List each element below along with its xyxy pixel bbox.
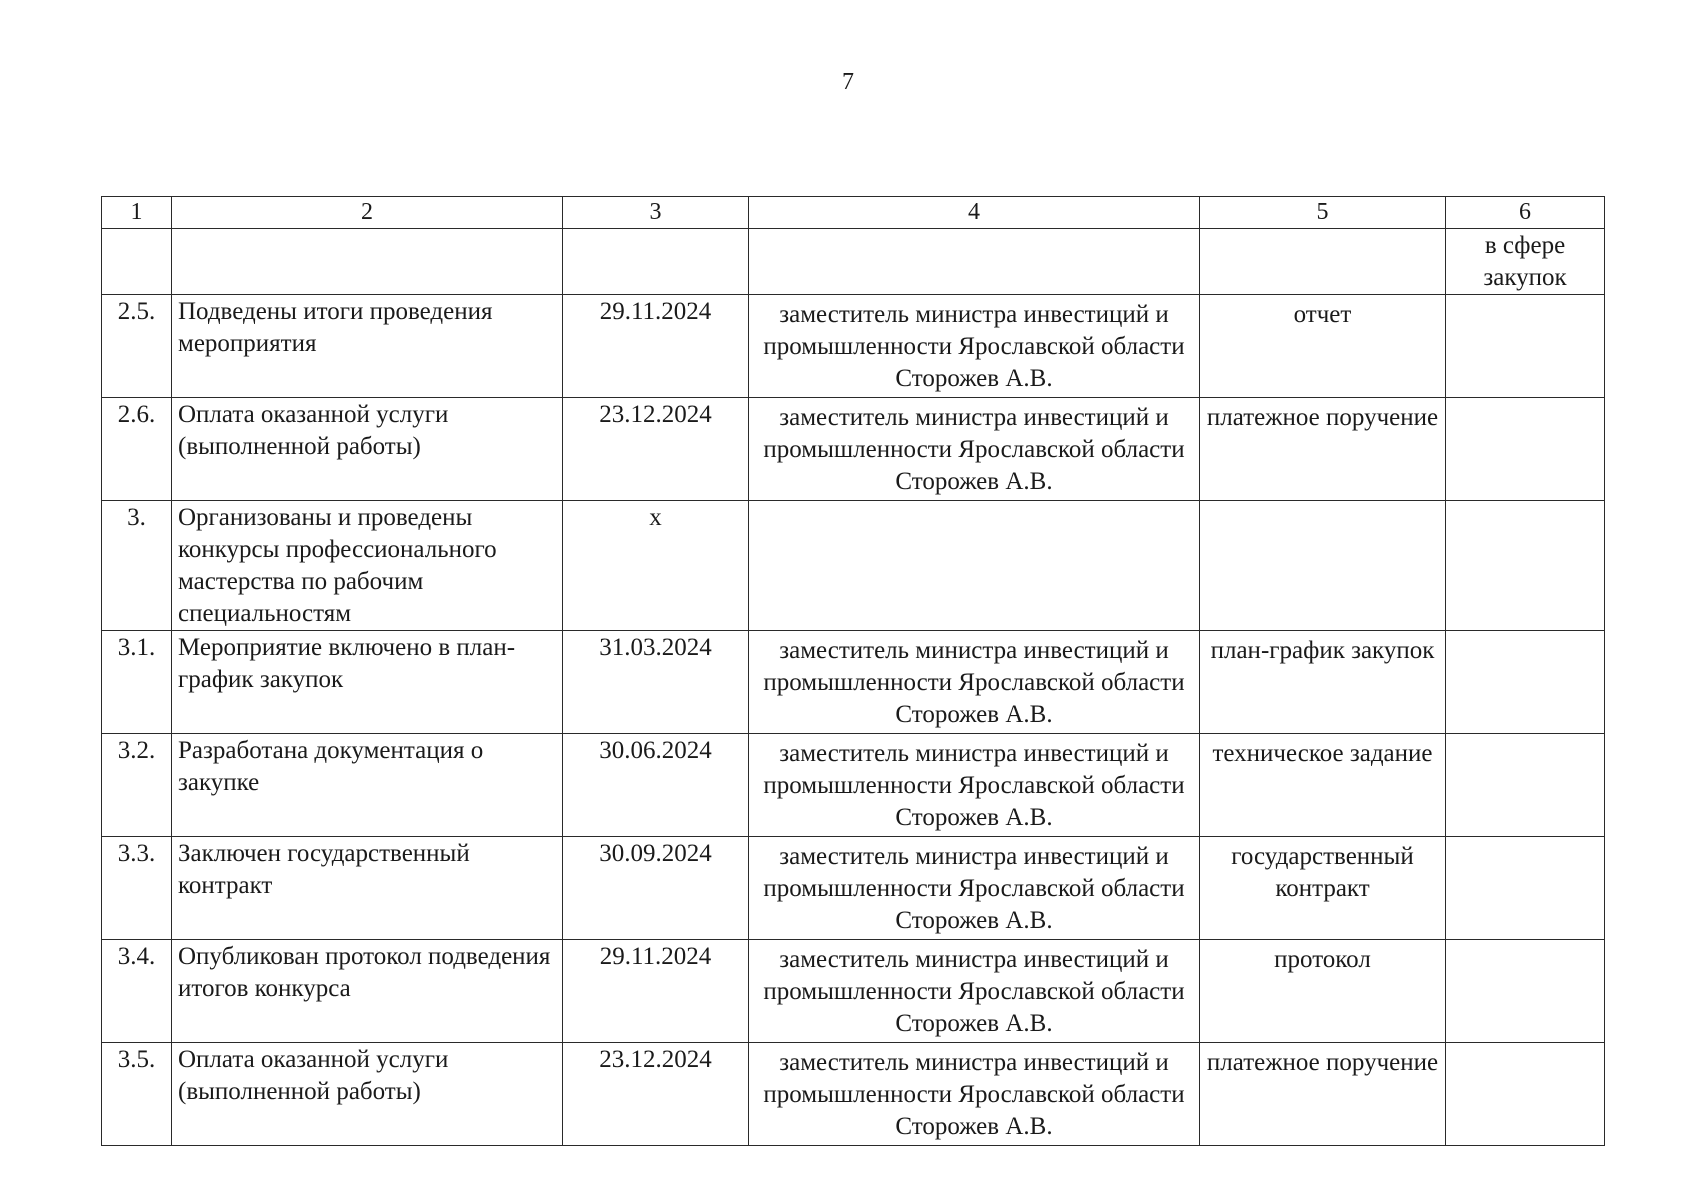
note-cell: в сфере закупок xyxy=(1446,229,1605,295)
deadline-date: 30.09.2024 xyxy=(563,837,749,940)
continuation-row xyxy=(102,229,1605,295)
table-row xyxy=(102,501,1605,631)
column-number: 4 xyxy=(749,197,1200,229)
result-document: план-график закупок xyxy=(1200,631,1446,734)
row-number: 3.4. xyxy=(102,940,172,1043)
note-cell xyxy=(1446,501,1605,631)
deadline-date: 29.11.2024 xyxy=(563,295,749,398)
responsible-person: заместитель министра инвестиций и промышленности Ярославской области Сторожев А.В. xyxy=(749,1043,1200,1146)
deadline-date: х xyxy=(563,501,749,631)
responsible-person: заместитель министра инвестиций и промышленности Ярославской области Сторожев А.В. xyxy=(749,734,1200,837)
event-name: Оплата оказанной услуги (выполненной работы) xyxy=(172,398,563,501)
event-name: Разработана документация о закупке xyxy=(172,734,563,837)
table-row xyxy=(102,398,1605,501)
column-number: 2 xyxy=(172,197,563,229)
page-number: 7 xyxy=(842,69,854,95)
empty-cell xyxy=(102,229,172,295)
row-number: 2.5. xyxy=(102,295,172,398)
column-number: 6 xyxy=(1446,197,1605,229)
empty-cell xyxy=(1200,229,1446,295)
row-number: 3.3. xyxy=(102,837,172,940)
event-name: Оплата оказанной услуги (выполненной работы) xyxy=(172,1043,563,1146)
responsible-person: заместитель министра инвестиций и промышленности Ярославской области Сторожев А.В. xyxy=(749,631,1200,734)
empty-cell xyxy=(749,229,1200,295)
schedule-table xyxy=(101,196,1605,1146)
event-name: Организованы и проведены конкурсы профессионального мастерства по рабочим специальностям xyxy=(172,501,563,631)
note-cell xyxy=(1446,1043,1605,1146)
responsible-person: заместитель министра инвестиций и промышленности Ярославской области Сторожев А.В. xyxy=(749,398,1200,501)
deadline-date: 29.11.2024 xyxy=(563,940,749,1043)
result-document: протокол xyxy=(1200,940,1446,1043)
row-number: 3.1. xyxy=(102,631,172,734)
note-cell xyxy=(1446,940,1605,1043)
responsible-person: заместитель министра инвестиций и промышленности Ярославской области Сторожев А.В. xyxy=(749,940,1200,1043)
result-document: государственный контракт xyxy=(1200,837,1446,940)
deadline-date: 31.03.2024 xyxy=(563,631,749,734)
table-row xyxy=(102,940,1605,1043)
column-number: 5 xyxy=(1200,197,1446,229)
responsible-person: заместитель министра инвестиций и промышленности Ярославской области Сторожев А.В. xyxy=(749,837,1200,940)
note-cell xyxy=(1446,398,1605,501)
row-number: 3. xyxy=(102,501,172,631)
event-name: Опубликован протокол подведения итогов конкурса xyxy=(172,940,563,1043)
table-row xyxy=(102,1043,1605,1146)
column-number-row xyxy=(102,197,1605,229)
table-row xyxy=(102,734,1605,837)
deadline-date: 23.12.2024 xyxy=(563,398,749,501)
deadline-date: 23.12.2024 xyxy=(563,1043,749,1146)
result-document xyxy=(1200,501,1446,631)
row-number: 3.5. xyxy=(102,1043,172,1146)
deadline-date: 30.06.2024 xyxy=(563,734,749,837)
column-number: 1 xyxy=(102,197,172,229)
note-cell xyxy=(1446,734,1605,837)
empty-cell xyxy=(563,229,749,295)
table-row xyxy=(102,295,1605,398)
empty-cell xyxy=(172,229,563,295)
responsible-person xyxy=(749,501,1200,631)
result-document: платежное поручение xyxy=(1200,398,1446,501)
table-row xyxy=(102,631,1605,734)
result-document: платежное поручение xyxy=(1200,1043,1446,1146)
note-cell xyxy=(1446,295,1605,398)
note-cell xyxy=(1446,631,1605,734)
event-name: Заключен государственный контракт xyxy=(172,837,563,940)
row-number: 2.6. xyxy=(102,398,172,501)
result-document: техническое задание xyxy=(1200,734,1446,837)
event-name: Подведены итоги проведения мероприятия xyxy=(172,295,563,398)
note-cell xyxy=(1446,837,1605,940)
responsible-person: заместитель министра инвестиций и промышленности Ярославской области Сторожев А.В. xyxy=(749,295,1200,398)
event-name: Мероприятие включено в план-график закупок xyxy=(172,631,563,734)
table-row xyxy=(102,837,1605,940)
result-document: отчет xyxy=(1200,295,1446,398)
column-number: 3 xyxy=(563,197,749,229)
row-number: 3.2. xyxy=(102,734,172,837)
